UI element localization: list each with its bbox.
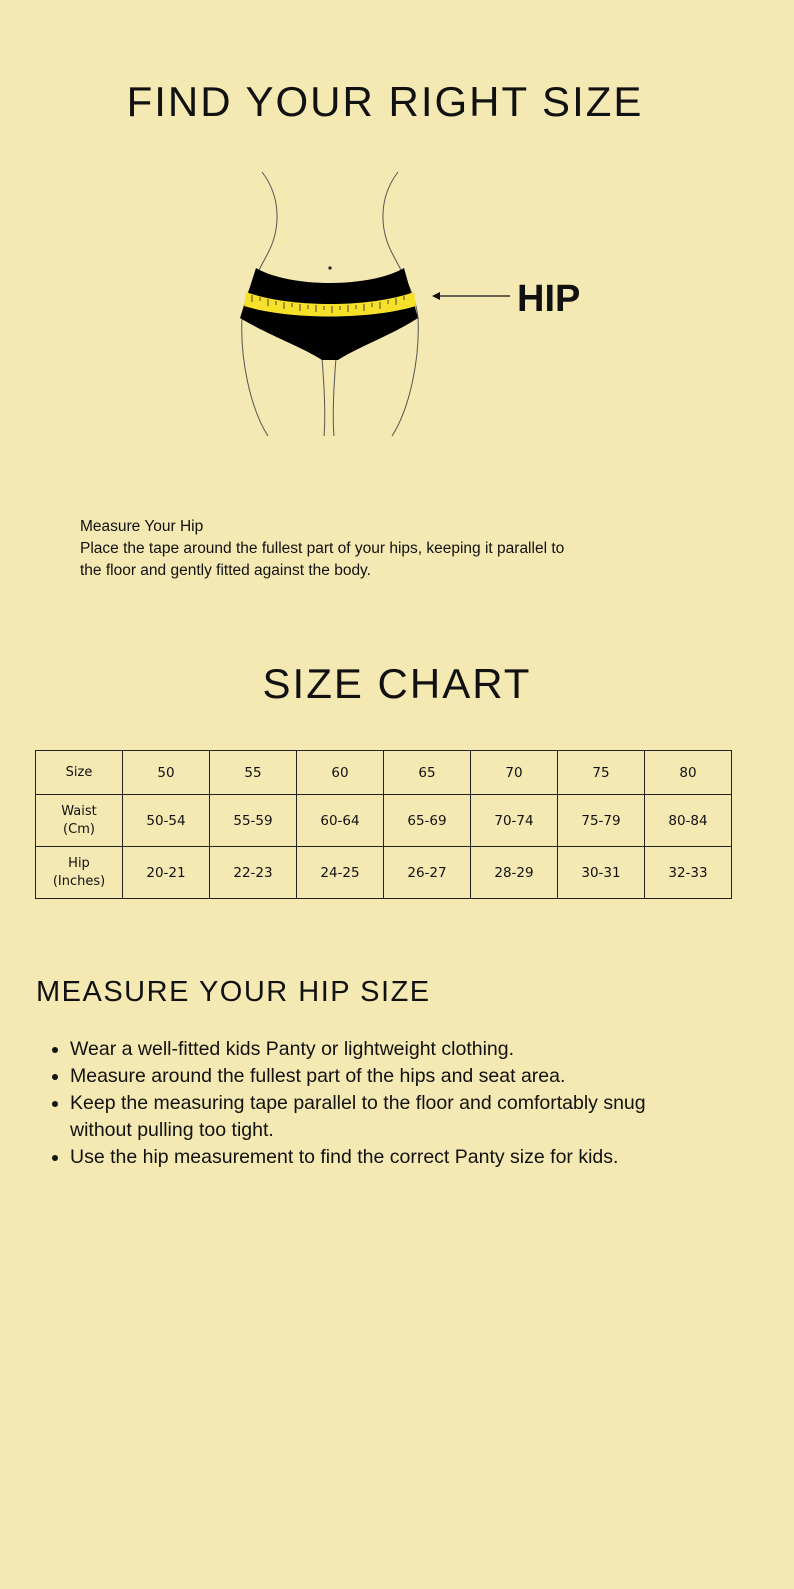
table-cell: 80-84	[645, 795, 732, 847]
hip-measurement-illustration	[220, 168, 600, 448]
measure-heading: MEASURE YOUR HIP SIZE	[36, 976, 431, 1008]
list-item: • Measure around the fullest part of the hips and seat area.	[70, 1063, 710, 1090]
table-cell: 50	[123, 751, 210, 795]
table-cell: 32-33	[645, 847, 732, 899]
table-cell: 55	[210, 751, 297, 795]
table-cell: 65-69	[384, 795, 471, 847]
row-label	[36, 795, 123, 847]
table-cell: 55-59	[210, 795, 297, 847]
row-label-text: Hip	[68, 855, 90, 871]
instructions-line: the floor and gently fitted against the body.	[80, 562, 371, 579]
table-cell: 75-79	[558, 795, 645, 847]
instructions-line: Place the tape around the fullest part of your hips, keeping it parallel to	[80, 540, 565, 557]
row-label-unit: (Inches)	[52, 873, 106, 889]
row-label	[36, 751, 123, 795]
row-label-text: Size	[65, 764, 93, 780]
right-thigh-line	[333, 358, 336, 436]
arrow-left-icon	[432, 292, 440, 300]
table-row	[36, 847, 732, 899]
table-cell: 60-64	[297, 795, 384, 847]
table-cell: 22-23	[210, 847, 297, 899]
table-cell: 30-31	[558, 847, 645, 899]
row-label	[36, 847, 123, 899]
tips-list	[36, 1036, 710, 1171]
row-label-text: Waist	[61, 803, 97, 819]
left-thigh-line	[322, 358, 325, 436]
size-chart-title: SIZE CHART	[262, 660, 532, 707]
page-title: FIND YOUR RIGHT SIZE	[126, 78, 644, 125]
table-cell: 60	[297, 751, 384, 795]
body-figure-icon	[220, 168, 600, 448]
table-cell: 24-25	[297, 847, 384, 899]
table-cell: 75	[558, 751, 645, 795]
table-cell: 70	[471, 751, 558, 795]
table-cell: 28-29	[471, 847, 558, 899]
table-cell: 70-74	[471, 795, 558, 847]
table-cell: 20-21	[123, 847, 210, 899]
instructions-heading: Measure Your Hip	[80, 518, 204, 535]
table-cell: 50-54	[123, 795, 210, 847]
list-item: • Keep the measuring tape parallel to the floor and comfortably snug without pulling too tight.	[70, 1090, 710, 1144]
measure-instructions	[80, 516, 580, 582]
hip-label: HIP	[517, 278, 581, 320]
table-row	[36, 751, 732, 795]
list-item: • Use the hip measurement to find the correct Panty size for kids.	[70, 1144, 710, 1171]
row-label-unit: (Cm)	[63, 821, 95, 837]
list-item: • Wear a well-fitted kids Panty or lightweight clothing.	[70, 1036, 710, 1063]
size-chart-table	[35, 750, 732, 899]
navel-dot	[328, 266, 331, 269]
table-cell: 80	[645, 751, 732, 795]
table-row	[36, 795, 732, 847]
table-cell: 65	[384, 751, 471, 795]
table-cell: 26-27	[384, 847, 471, 899]
